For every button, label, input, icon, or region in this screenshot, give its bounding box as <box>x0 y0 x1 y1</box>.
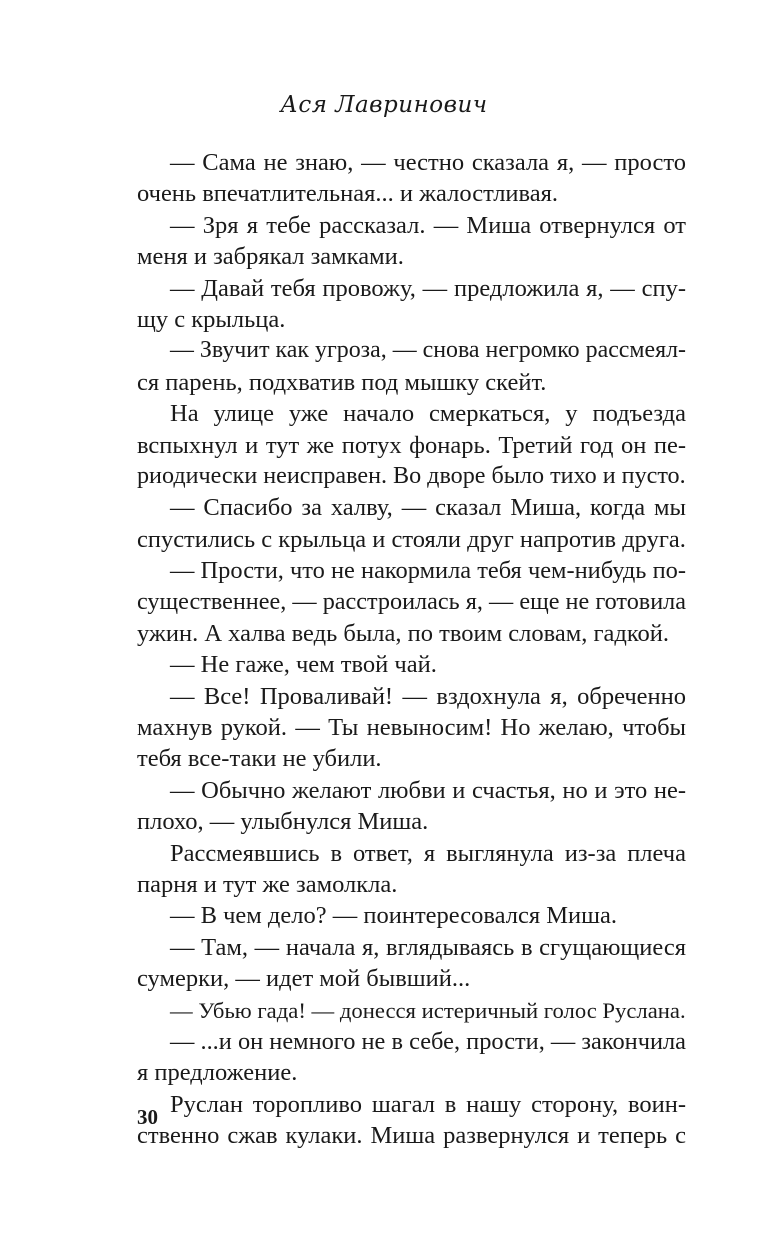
text-line: сумерки, — идет мой бывший... <box>137 965 471 993</box>
text-line: вспыхнул и тут же потух фонарь. Третий год он пе- <box>137 431 686 459</box>
text-line: — В чем дело? — поинтересовался Миша. <box>170 902 617 930</box>
text-line: — Там, — начала я, вглядываясь в сгущающиеся <box>170 933 686 961</box>
body-text <box>137 147 686 1152</box>
text-line: риодически неисправен. Во дворе было тихо и пусто. <box>137 462 686 489</box>
text-line: Руслан торопливо шагал в нашу сторону, воин- <box>170 1090 686 1118</box>
text-line: тебя все-таки не убили. <box>137 745 382 773</box>
text-line: — ...и он немного не в себе, прости, — закончила <box>170 1027 686 1055</box>
page-number: 30 <box>137 1105 158 1129</box>
text-line: — Все! Проваливай! — вздохнула я, обреченно <box>170 682 686 710</box>
text-line: — Звучит как угроза, — снова негромко рассмеял- <box>170 337 686 364</box>
text-line: махнув рукой. — Ты невыносим! Но желаю, чтобы <box>137 714 686 742</box>
text-line: ственно сжав кулаки. Миша развернулся и теперь с <box>137 1122 686 1150</box>
text-line: — Прости, что не накормила тебя чем-нибудь по- <box>170 557 686 585</box>
text-line: — Спасибо за халву, — сказал Миша, когда мы <box>170 494 686 522</box>
text-line: спустились с крыльца и стояли друг напротив друга. <box>137 525 686 553</box>
text-line: ся парень, подхватив под мышку скейт. <box>137 368 547 396</box>
text-line: ужин. А халва ведь была, по твоим словам, гадкой. <box>137 619 669 647</box>
text-line: — Давай тебя провожу, — предложила я, — спу- <box>170 274 686 302</box>
text-line: — Обычно желают любви и счастья, но и это не- <box>170 776 686 804</box>
text-line: — Сама не знаю, — честно сказала я, — просто <box>170 149 686 176</box>
text-line: щу с крыльца. <box>137 305 286 333</box>
text-line: существеннее, — расстроилась я, — еще не готовила <box>137 588 686 616</box>
text-line: Рассмеявшись в ответ, я выглянула из-за плеча <box>170 839 686 867</box>
text-line: — Зря я тебе рассказал. — Миша отвернулся от <box>170 211 686 239</box>
text-line: я предложение. <box>137 1059 298 1087</box>
text-line: — Не гаже, чем твой чай. <box>170 651 437 679</box>
text-line: На улице уже начало смеркаться, у подъезда <box>170 400 686 428</box>
running-head-author: Ася Лавринович <box>280 92 488 118</box>
text-line: очень впечатлительная... и жалостливая. <box>137 180 559 208</box>
text-line: меня и забрякал замками. <box>137 243 404 271</box>
text-line: плохо, — улыбнулся Миша. <box>137 808 429 836</box>
text-line: — Убью гада! — донесся истеричный голос Руслана. <box>170 997 686 1023</box>
text-line: парня и тут же замолкла. <box>137 870 398 898</box>
